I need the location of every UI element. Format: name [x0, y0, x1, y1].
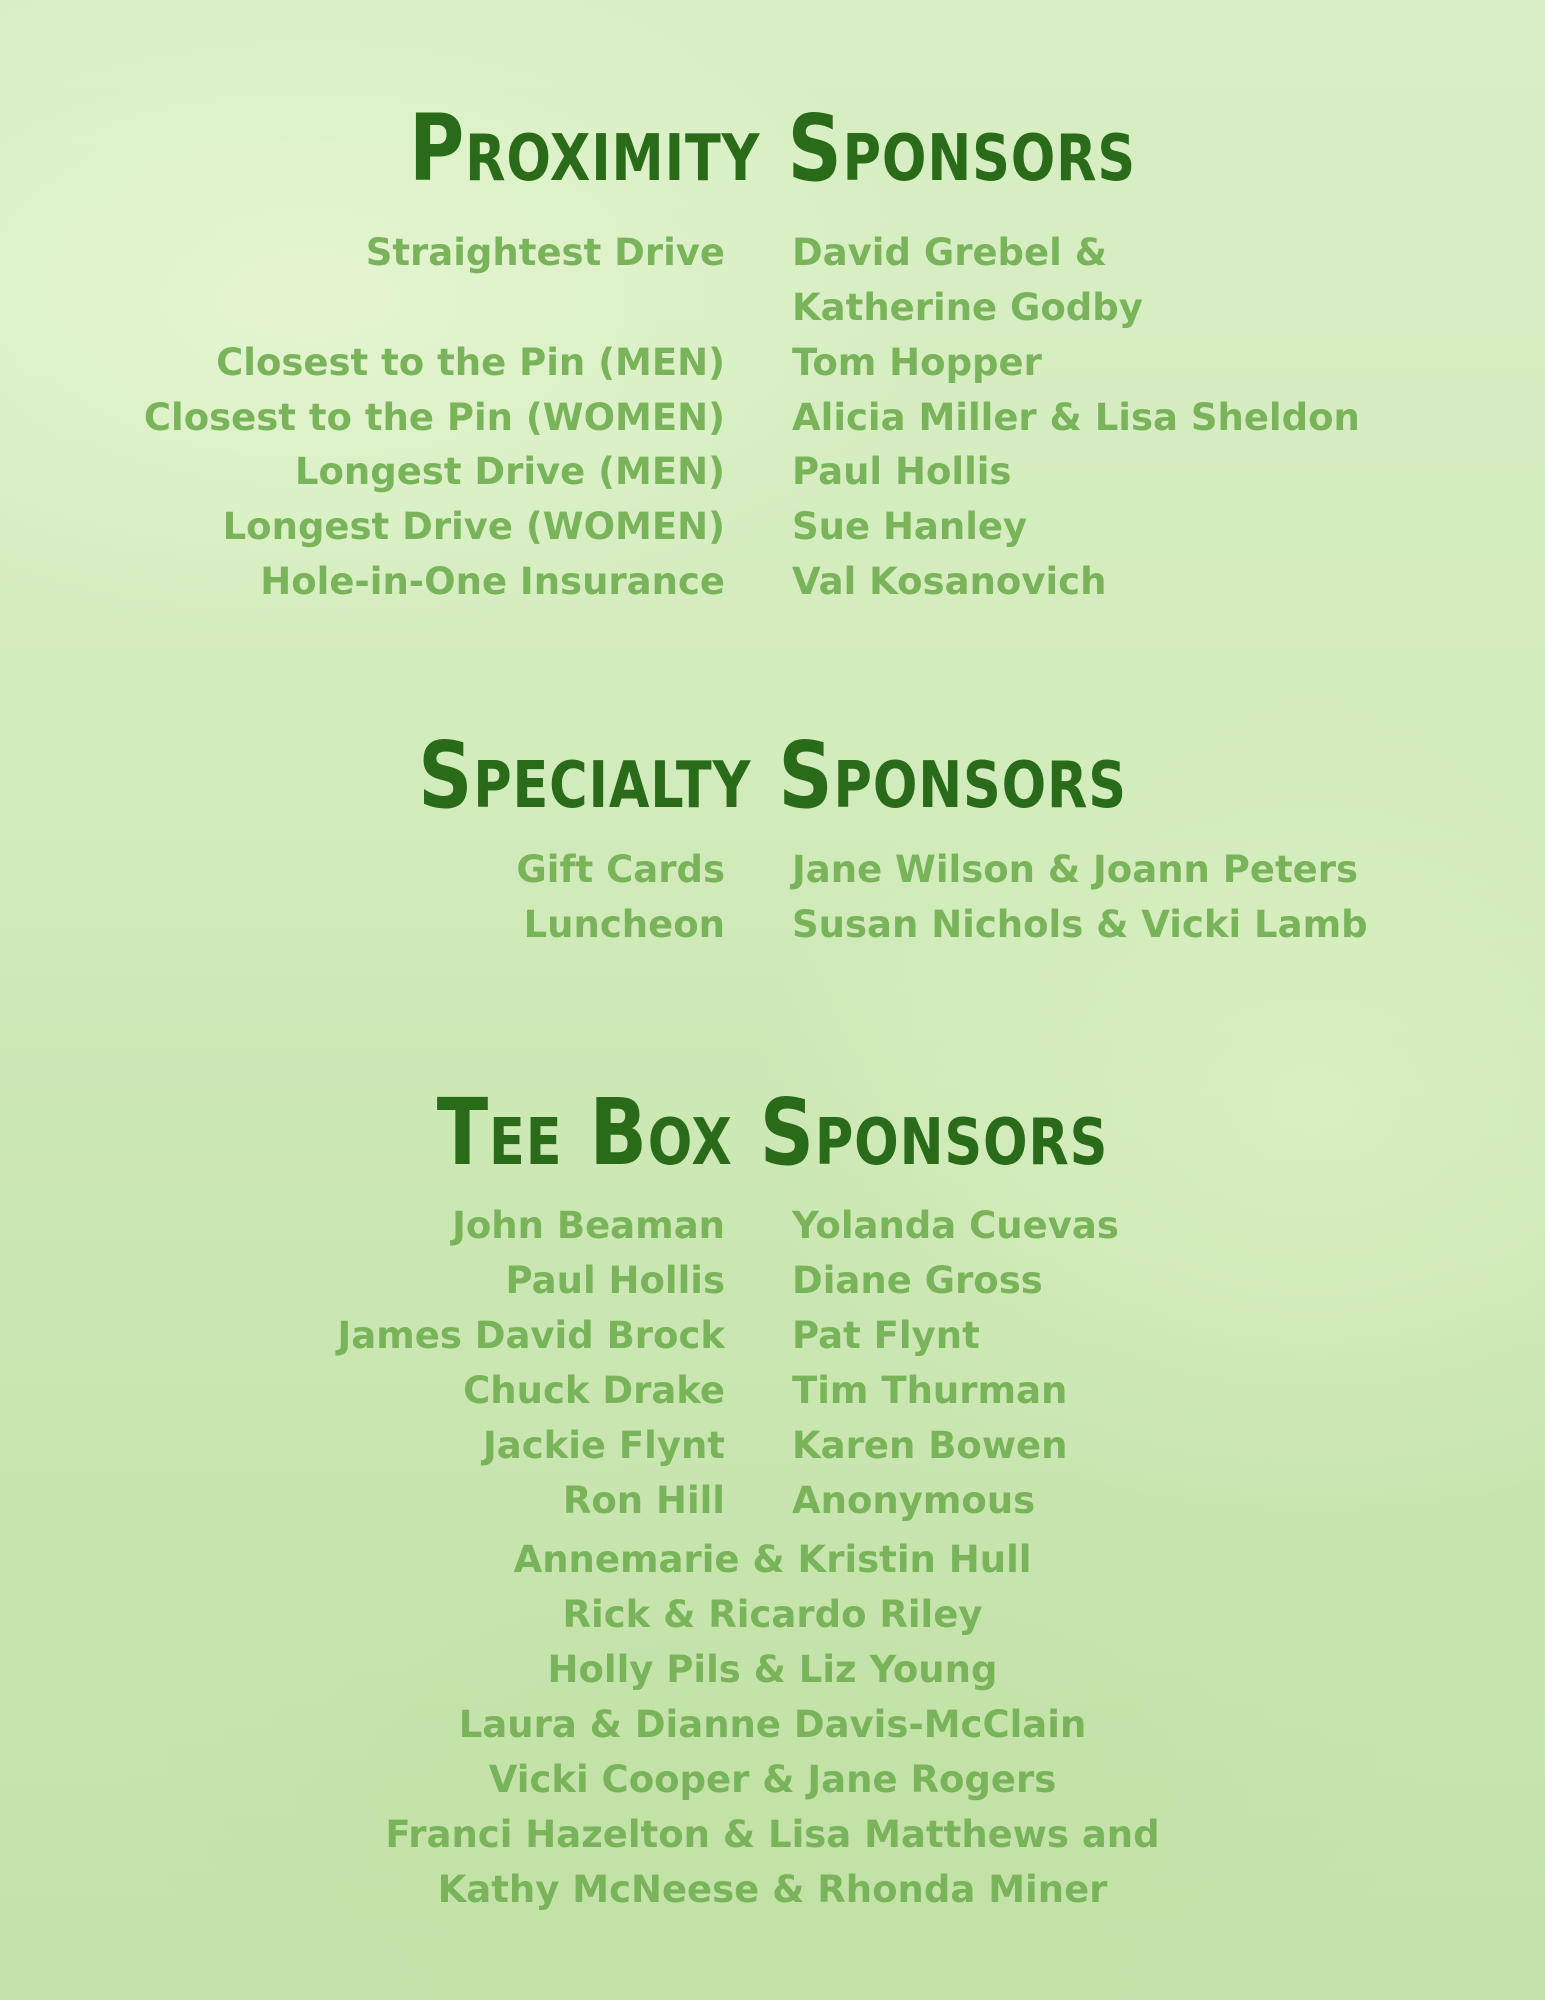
- sponsor-name-left: James David Brock: [337, 1314, 725, 1357]
- award-label: Longest Drive (WOMEN): [222, 505, 725, 548]
- tee-box-row: [0, 1473, 1545, 1528]
- award-label: Closest to the Pin (WOMEN): [143, 396, 725, 439]
- proximity-row: [0, 444, 1545, 499]
- sponsor-name: Jane Wilson & Joann Peters: [792, 848, 1359, 891]
- specialty-sponsors-heading: Specialty Sponsors: [418, 722, 1127, 829]
- tee-box-row: [0, 1418, 1545, 1473]
- specialty-row: [0, 897, 1545, 952]
- sponsor-name: David Grebel &: [792, 231, 1107, 274]
- proximity-row: [0, 499, 1545, 554]
- tee-box-row: [0, 1253, 1545, 1308]
- sponsor-name-left: Jackie Flynt: [482, 1424, 725, 1467]
- sponsor-name-right: Yolanda Cuevas: [792, 1204, 1119, 1247]
- sponsor-name-right: Diane Gross: [792, 1259, 1043, 1302]
- sponsor-name-left: John Beaman: [452, 1204, 725, 1247]
- tee-box-row: [0, 1198, 1545, 1253]
- proximity-row: [0, 335, 1545, 390]
- award-label: Straightest Drive: [365, 231, 725, 274]
- proximity-row: [0, 554, 1545, 609]
- sponsor-name: Susan Nichols & Vicki Lamb: [792, 903, 1368, 946]
- sponsor-name-right: Pat Flynt: [792, 1314, 980, 1357]
- tee-box-centered-name: Annemarie & Kristin Hull: [513, 1538, 1032, 1581]
- sponsor-name: Katherine Godby: [792, 286, 1143, 329]
- tee-box-centered-name: Holly Pils & Liz Young: [547, 1648, 998, 1691]
- sponsor-name-right: Karen Bowen: [792, 1424, 1068, 1467]
- proximity-row: [0, 280, 1545, 335]
- tee-box-centered-name: Vicki Cooper & Jane Rogers: [488, 1758, 1057, 1801]
- sponsor-name: Tom Hopper: [792, 341, 1042, 384]
- sponsor-name: Val Kosanovich: [792, 560, 1107, 603]
- award-label: Closest to the Pin (MEN): [216, 341, 725, 384]
- specialty-row: [0, 842, 1545, 897]
- tee-box-row: [0, 1308, 1545, 1363]
- sponsor-name: Paul Hollis: [792, 450, 1012, 493]
- tee-box-centered-name: Franci Hazelton & Lisa Matthews and: [385, 1813, 1160, 1856]
- proximity-row: [0, 390, 1545, 445]
- specialty-label: Luncheon: [523, 903, 725, 946]
- specialty-label: Gift Cards: [516, 848, 725, 891]
- tee-box-centered-name: Kathy McNeese & Rhonda Miner: [437, 1868, 1108, 1911]
- sponsor-name: Sue Hanley: [792, 505, 1028, 548]
- proximity-row: [0, 225, 1545, 280]
- sponsor-name-right: Tim Thurman: [792, 1369, 1068, 1412]
- sponsor-name: Alicia Miller & Lisa Sheldon: [792, 396, 1360, 439]
- sponsor-name-left: Chuck Drake: [463, 1369, 725, 1412]
- sponsor-name-left: Ron Hill: [562, 1479, 725, 1522]
- tee-box-sponsors-heading: Tee Box Sponsors: [436, 1079, 1109, 1186]
- tee-box-centered-name: Rick & Ricardo Riley: [562, 1593, 983, 1636]
- sponsor-name-right: Anonymous: [792, 1479, 1036, 1522]
- award-label: Hole-in-One Insurance: [260, 560, 725, 603]
- tee-box-centered-name: Laura & Dianne Davis-McClain: [458, 1703, 1087, 1746]
- sponsor-name-left: Paul Hollis: [505, 1259, 725, 1302]
- tee-box-row: [0, 1363, 1545, 1418]
- proximity-sponsors-heading: Proximity Sponsors: [409, 95, 1136, 202]
- award-label: Longest Drive (MEN): [294, 450, 725, 493]
